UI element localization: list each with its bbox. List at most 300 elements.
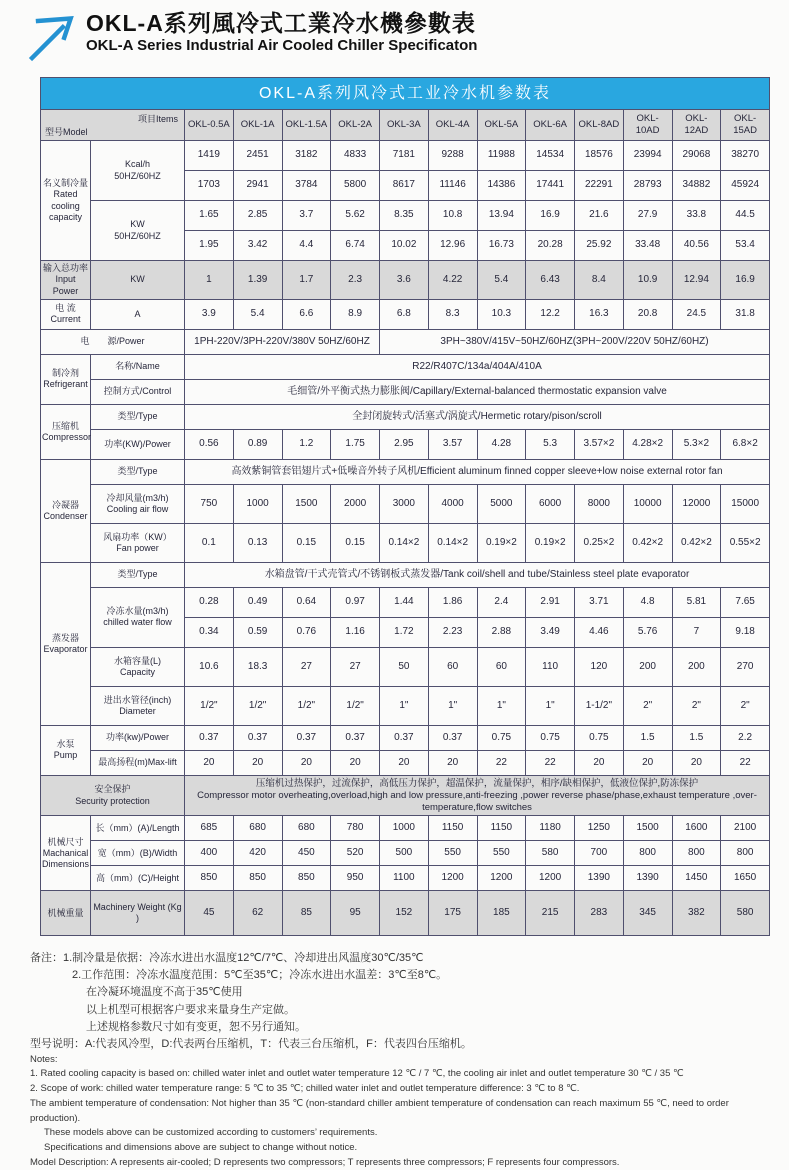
- table-cell: 2000: [331, 484, 380, 523]
- table-cell: 7181: [380, 141, 429, 171]
- model-header: OKL-10AD: [623, 110, 672, 141]
- model-header: OKL-2A: [331, 110, 380, 141]
- item-width: 宽（mm）(B)/Width: [91, 841, 185, 866]
- item-label: Diameter: [119, 705, 156, 716]
- table-cell: 11988: [477, 141, 526, 171]
- table-cell: 0.14×2: [380, 523, 429, 562]
- item-capacity: [91, 647, 185, 686]
- table-cell: 2": [672, 686, 721, 725]
- table-cell: 2.85: [233, 201, 282, 231]
- table-cell: 1250: [575, 816, 624, 841]
- table-cell: 1500: [623, 816, 672, 841]
- table-cell: 15000: [721, 484, 770, 523]
- table-cell: 10.02: [380, 231, 429, 261]
- table-cell: 1.5: [672, 725, 721, 750]
- note-line: 上述规格参数尺寸如有变更，恕不另行通知。: [86, 1020, 306, 1033]
- table-cell: 20: [185, 750, 234, 775]
- table-cell: 1": [477, 686, 526, 725]
- table-cell: 14534: [526, 141, 575, 171]
- table-cell: 24.5: [672, 299, 721, 329]
- item-pump-power: 功率(kw)/Power: [91, 725, 185, 750]
- group-security: [41, 775, 185, 816]
- table-cell: 1": [380, 686, 429, 725]
- table-cell: 0.28: [185, 587, 234, 617]
- table-cell: 1-1/2": [575, 686, 624, 725]
- model-header: OKL-6A: [526, 110, 575, 141]
- table-cell: 2": [623, 686, 672, 725]
- table-cell: 0.37: [233, 725, 282, 750]
- table-cell: 1650: [721, 866, 770, 891]
- table-cell: 520: [331, 841, 380, 866]
- note-line: 备注：1.制冷量是依据：冷冻水进出水温度12℃/7℃、冷却进出风温度30℃/35℃: [30, 952, 424, 965]
- table-cell: 20: [623, 750, 672, 775]
- model-label: 型号Model: [45, 126, 88, 137]
- item-label: 进出水管径(inch): [103, 694, 172, 705]
- table-cell: 2.95: [380, 429, 429, 459]
- table-cell: 680: [233, 816, 282, 841]
- item-label: Kcal/h: [124, 159, 150, 170]
- table-cell: 0.55×2: [721, 523, 770, 562]
- spec-table: [40, 77, 770, 936]
- table-cell: 3.57×2: [575, 429, 624, 459]
- table-cell: 27.9: [623, 201, 672, 231]
- table-cell: 50: [380, 647, 429, 686]
- table-cell: 5.81: [672, 587, 721, 617]
- item-fan-power: [91, 523, 185, 562]
- table-row: [41, 404, 770, 429]
- table-cell: 1.39: [233, 261, 282, 300]
- table-cell: 5800: [331, 171, 380, 201]
- table-cell: 20: [575, 750, 624, 775]
- model-header: OKL-8AD: [575, 110, 624, 141]
- table-cell: 0.89: [233, 429, 282, 459]
- group-label-zh: 压缩机: [51, 420, 79, 431]
- table-cell: 4.28: [477, 429, 526, 459]
- table-cell: 950: [331, 866, 380, 891]
- table-cell: 33.8: [672, 201, 721, 231]
- item-weight: Machinery Weight (Kg ): [91, 891, 185, 936]
- note-line: 1. Rated cooling capacity is based on: chilled water inlet and outlet water temperature 12 ℃ / 7 ℃, the cooling air inlet and outlet temperature 30 ℃ / 35 ℃: [30, 1068, 684, 1080]
- table-row: [41, 459, 770, 484]
- model-header: OKL-3A: [380, 110, 429, 141]
- table-cell: 9.18: [721, 617, 770, 647]
- table-cell: 62: [233, 891, 282, 936]
- note-line: 型号说明：A:代表风冷型，D:代表两台压缩机，T：代表三台压缩机，F：代表四台压缩机。: [30, 1037, 472, 1050]
- table-cell: 3.6: [380, 261, 429, 300]
- group-dimensions: [41, 816, 91, 891]
- security-text-zh: 压缩机过热保护，过流保护，高低压力保护，超温保护，流量保护，相序/缺相保护，低液位保护,防冻保护: [255, 777, 699, 789]
- table-cell: 850: [185, 866, 234, 891]
- table-cell: 2.2: [721, 725, 770, 750]
- table-cell: 20: [428, 750, 477, 775]
- table-cell: 4000: [428, 484, 477, 523]
- table-cell: 1180: [526, 816, 575, 841]
- group-label-zh: 名义制冷量: [42, 178, 88, 188]
- model-header: OKL-1.5A: [282, 110, 331, 141]
- group-weight: 机械重量: [41, 891, 91, 936]
- table-row: [41, 329, 770, 354]
- table-row: [41, 587, 770, 617]
- group-label-en: Refrigerant: [43, 379, 88, 390]
- table-cell: 1.75: [331, 429, 380, 459]
- table-row: [41, 866, 770, 891]
- group-pump: [41, 725, 91, 775]
- table-cell: 0.97: [331, 587, 380, 617]
- model-header: OKL-5A: [477, 110, 526, 141]
- item-label: 水箱容量(L): [114, 655, 161, 666]
- model-header: OKL-1A: [233, 110, 282, 141]
- table-row: [41, 201, 770, 231]
- table-cell: 8.3: [428, 299, 477, 329]
- table-cell: 28793: [623, 171, 672, 201]
- table-cell: 1.72: [380, 617, 429, 647]
- table-row: [41, 484, 770, 523]
- item-type: 类型/Type: [91, 404, 185, 429]
- table-cell: 7.65: [721, 587, 770, 617]
- item-unit-a: A: [91, 299, 185, 329]
- table-cell: 2100: [721, 816, 770, 841]
- table-row: [41, 141, 770, 171]
- table-cell: 5000: [477, 484, 526, 523]
- group-compressor: [41, 404, 91, 459]
- table-cell: 685: [185, 816, 234, 841]
- table-cell: 800: [672, 841, 721, 866]
- table-cell: 580: [721, 891, 770, 936]
- table-cell: 1.86: [428, 587, 477, 617]
- table-cell: 6000: [526, 484, 575, 523]
- table-cell: 850: [233, 866, 282, 891]
- table-cell: 20: [233, 750, 282, 775]
- table-cell: 23994: [623, 141, 672, 171]
- table-cell: 1: [185, 261, 234, 300]
- table-cell: 29068: [672, 141, 721, 171]
- table-cell: 1/2": [185, 686, 234, 725]
- table-cell: 700: [575, 841, 624, 866]
- table-cell: 4.28×2: [623, 429, 672, 459]
- table-cell: 200: [672, 647, 721, 686]
- table-cell: 38270: [721, 141, 770, 171]
- table-row: [41, 379, 770, 404]
- table-cell: 22: [477, 750, 526, 775]
- table-cell: 10.3: [477, 299, 526, 329]
- group-label-zh: 蒸发器: [51, 632, 79, 643]
- table-cell: 6.74: [331, 231, 380, 261]
- table-cell: 3.71: [575, 587, 624, 617]
- table-row: [41, 647, 770, 686]
- table-cell: 2.3: [331, 261, 380, 300]
- table-cell: 0.13: [233, 523, 282, 562]
- item-type: 类型/Type: [91, 562, 185, 587]
- table-cell: 3.7: [282, 201, 331, 231]
- power-source-group2: 3PH~380V/415V~50HZ/60HZ(3PH~200V/220V 50HZ/60HZ): [380, 329, 770, 354]
- item-control: 控制方式/Control: [91, 379, 185, 404]
- table-cell: 0.25×2: [575, 523, 624, 562]
- table-cell: 45924: [721, 171, 770, 201]
- table-cell: 1450: [672, 866, 721, 891]
- evaporator-type: 水箱盘管/干式壳管式/不锈钢板式蒸发器/Tank coil/shell and tube/Stainless steel plate evaporator: [185, 562, 770, 587]
- item-height: 高（mm）(C)/Height: [91, 866, 185, 891]
- table-cell: 16.9: [526, 201, 575, 231]
- table-cell: 750: [185, 484, 234, 523]
- table-cell: 4.46: [575, 617, 624, 647]
- table-cell: 60: [477, 647, 526, 686]
- group-label-en: Machanical Dimensions: [42, 847, 90, 869]
- table-row: [41, 750, 770, 775]
- table-cell: 3.57: [428, 429, 477, 459]
- table-cell: 33.48: [623, 231, 672, 261]
- group-evaporator: [41, 562, 91, 725]
- item-label: KW: [130, 219, 145, 230]
- table-cell: 14386: [477, 171, 526, 201]
- table-cell: 3784: [282, 171, 331, 201]
- table-cell: 0.37: [428, 725, 477, 750]
- group-label-zh: 冷凝器: [51, 499, 79, 510]
- table-cell: 8.4: [575, 261, 624, 300]
- table-cell: 1703: [185, 171, 234, 201]
- table-cell: 13.94: [477, 201, 526, 231]
- group-input-power: [41, 261, 91, 300]
- table-cell: 1200: [477, 866, 526, 891]
- table-cell: 8000: [575, 484, 624, 523]
- table-cell: 2.23: [428, 617, 477, 647]
- table-cell: 110: [526, 647, 575, 686]
- item-label: chilled water flow: [103, 617, 172, 628]
- table-row: [41, 299, 770, 329]
- table-cell: 1150: [477, 816, 526, 841]
- table-cell: 12.2: [526, 299, 575, 329]
- table-cell: 20: [380, 750, 429, 775]
- table-cell: 7: [672, 617, 721, 647]
- table-cell: 40.56: [672, 231, 721, 261]
- table-cell: 4.4: [282, 231, 331, 261]
- table-cell: 5.4: [477, 261, 526, 300]
- table-cell: 44.5: [721, 201, 770, 231]
- table-row: [41, 686, 770, 725]
- table-cell: 3182: [282, 141, 331, 171]
- note-line: 以上机型可根据客户要求来量身生产定做。: [86, 1003, 295, 1016]
- table-row: [41, 725, 770, 750]
- notes-section: [30, 950, 760, 1170]
- group-label-en: Compressor: [42, 431, 92, 442]
- item-label: 冷却风量(m3/h): [106, 492, 169, 503]
- table-cell: 20.8: [623, 299, 672, 329]
- table-cell: 16.3: [575, 299, 624, 329]
- table-cell: 22: [526, 750, 575, 775]
- table-cell: 8.9: [331, 299, 380, 329]
- table-cell: 12.94: [672, 261, 721, 300]
- table-cell: 6.6: [282, 299, 331, 329]
- refrigerant-control: 毛细管/外平衡式热力膨胀阀/Capillary/External-balanced thermostatic expansion valve: [185, 379, 770, 404]
- table-cell: 2941: [233, 171, 282, 201]
- table-cell: 4833: [331, 141, 380, 171]
- table-cell: 345: [623, 891, 672, 936]
- table-cell: 175: [428, 891, 477, 936]
- group-label-en: Condenser: [43, 510, 88, 521]
- table-cell: 20: [331, 750, 380, 775]
- table-cell: 1390: [575, 866, 624, 891]
- table-row: [41, 354, 770, 379]
- group-label-en: Current: [50, 314, 81, 325]
- power-source-group1: 1PH-220V/3PH-220V/380V 50HZ/60HZ: [185, 329, 380, 354]
- table-row: [41, 523, 770, 562]
- group-current: [41, 299, 91, 329]
- table-cell: 1.65: [185, 201, 234, 231]
- table-cell: 215: [526, 891, 575, 936]
- table-cell: 1.16: [331, 617, 380, 647]
- table-cell: 8.35: [380, 201, 429, 231]
- table-cell: 18576: [575, 141, 624, 171]
- note-line: Model Description: A represents air-cooled; D represents two compressors; T represents three compressors; F represents four compressors.: [30, 1156, 620, 1168]
- table-cell: 0.19×2: [477, 523, 526, 562]
- table-cell: 850: [282, 866, 331, 891]
- item-kcal: [91, 141, 185, 201]
- item-length: 长（mm）(A)/Length: [91, 816, 185, 841]
- item-label: 冷冻水量(m3/h): [106, 606, 169, 616]
- item-kw: [91, 201, 185, 261]
- group-label-zh: 机械尺寸: [47, 836, 84, 847]
- table-cell: 0.76: [282, 617, 331, 647]
- table-cell: 1150: [428, 816, 477, 841]
- table-cell: 16.9: [721, 261, 770, 300]
- table-cell: 550: [477, 841, 526, 866]
- table-cell: 5.62: [331, 201, 380, 231]
- table-cell: 0.64: [282, 587, 331, 617]
- table-cell: 34882: [672, 171, 721, 201]
- table-cell: 550: [428, 841, 477, 866]
- table-cell: 10.9: [623, 261, 672, 300]
- table-cell: 1.2: [282, 429, 331, 459]
- table-cell: 580: [526, 841, 575, 866]
- table-row: [41, 78, 770, 110]
- masthead: [0, 0, 789, 64]
- table-cell: 0.42×2: [672, 523, 721, 562]
- table-cell: 200: [623, 647, 672, 686]
- table-cell: 5.4: [233, 299, 282, 329]
- group-label-zh: 水泵: [56, 739, 75, 749]
- table-cell: 5.3: [526, 429, 575, 459]
- title-block: [86, 10, 477, 56]
- table-cell: 6.8: [380, 299, 429, 329]
- note-line: Notes:: [30, 1053, 58, 1065]
- compressor-type: 全封闭旋转式/活塞式/涡旋式/Hermetic rotary/pison/scroll: [185, 404, 770, 429]
- table-cell: 3.9: [185, 299, 234, 329]
- table-cell: 0.75: [477, 725, 526, 750]
- table-cell: 3.49: [526, 617, 575, 647]
- table-cell: 10000: [623, 484, 672, 523]
- table-cell: 0.59: [233, 617, 282, 647]
- item-label: 50HZ/60HZ: [114, 170, 161, 181]
- table-cell: 0.15: [282, 523, 331, 562]
- table-cell: 1100: [380, 866, 429, 891]
- table-cell: 1/2": [233, 686, 282, 725]
- table-cell: 800: [721, 841, 770, 866]
- group-label-zh: 电 流: [55, 303, 76, 313]
- table-cell: 8617: [380, 171, 429, 201]
- note-line: 2. Scope of work: chilled water temperature range: 5 ℃ to 35 ℃; chilled water inlet and outlet temperature difference: 3 ℃ to 8 ℃.: [30, 1083, 580, 1095]
- table-cell: 4.8: [623, 587, 672, 617]
- model-header: OKL-4A: [428, 110, 477, 141]
- table-cell: 3.42: [233, 231, 282, 261]
- table-cell: 800: [623, 841, 672, 866]
- note-line: These models above can be customized according to customers’ requirements.: [44, 1127, 378, 1139]
- item-diameter: [91, 686, 185, 725]
- table-cell: 18.3: [233, 647, 282, 686]
- table-cell: 17441: [526, 171, 575, 201]
- model-header: OKL-12AD: [672, 110, 721, 141]
- corner-cell: [41, 110, 185, 141]
- item-name: 名称/Name: [91, 354, 185, 379]
- table-cell: 0.56: [185, 429, 234, 459]
- item-max-lift: 最高扬程(m)Max-lift: [91, 750, 185, 775]
- table-cell: 0.34: [185, 617, 234, 647]
- table-cell: 5.3×2: [672, 429, 721, 459]
- table-cell: 25.92: [575, 231, 624, 261]
- table-row: [41, 816, 770, 841]
- group-label-en: Input Power: [52, 274, 79, 296]
- note-line: The ambient temperature of condensation: Not higher than 35 ℃ (non-standard chiller ambient temperature of condensation can reach maximum 55 ℃, need to order production).: [30, 1097, 729, 1124]
- table-cell: 53.4: [721, 231, 770, 261]
- table-cell: 2.88: [477, 617, 526, 647]
- table-cell: 400: [185, 841, 234, 866]
- item-label: Fan power: [116, 542, 159, 553]
- table-cell: 9288: [428, 141, 477, 171]
- table-cell: 12.96: [428, 231, 477, 261]
- model-header: OKL-0.5A: [185, 110, 234, 141]
- table-cell: 20: [672, 750, 721, 775]
- table-cell: 0.75: [526, 725, 575, 750]
- items-label: 项目Items: [137, 114, 178, 124]
- item-label: Cooling air flow: [106, 503, 169, 514]
- table-row: [41, 562, 770, 587]
- item-unit-kw: KW: [91, 261, 185, 300]
- table-cell: 1000: [233, 484, 282, 523]
- table-cell: 1.5: [623, 725, 672, 750]
- table-cell: 1600: [672, 816, 721, 841]
- group-label-en: Evaporator: [43, 643, 88, 654]
- group-rated-cooling: [41, 141, 91, 261]
- table-cell: 500: [380, 841, 429, 866]
- security-protection-text: [185, 775, 770, 816]
- model-header: OKL-15AD: [721, 110, 770, 141]
- table-cell: 11146: [428, 171, 477, 201]
- table-cell: 1/2": [331, 686, 380, 725]
- table-cell: 0.37: [282, 725, 331, 750]
- table-cell: 45: [185, 891, 234, 936]
- page-title-zh: OKL-A系列風冷式工業冷水機參數表: [86, 10, 476, 36]
- group-label-zh: 输入总功率: [42, 263, 88, 273]
- security-text-en: Compressor motor overheating,overload,high and low pressure,anti-freezing ,power reverse phase/phase,exhaust temperature ,over-temperature,flow switches: [197, 789, 757, 813]
- table-cell: 6.8×2: [721, 429, 770, 459]
- refrigerant-name: R22/R407C/134a/404A/410A: [185, 354, 770, 379]
- note-line: 在冷凝环境温度不高于35℃使用: [86, 986, 243, 999]
- group-condenser: [41, 459, 91, 562]
- table-cell: 1390: [623, 866, 672, 891]
- table-cell: 60: [428, 647, 477, 686]
- table-cell: 2.4: [477, 587, 526, 617]
- table-row: [41, 891, 770, 936]
- item-chilled-water-flow: [91, 587, 185, 647]
- arrow-ne-logo-icon: [24, 14, 78, 64]
- table-cell: 0.37: [331, 725, 380, 750]
- note-line: 2.工作范围：冷冻水温度范围：5℃至35℃；冷冻水进出水温差：3℃至8℃。: [72, 969, 448, 982]
- table-cell: 1": [428, 686, 477, 725]
- table-cell: 1200: [428, 866, 477, 891]
- table-cell: 2": [721, 686, 770, 725]
- item-label: 50HZ/60HZ: [114, 230, 161, 241]
- condenser-type: 高效紫铜管套铝翅片式+低噪音外转子风机/Efficient aluminum finned copper sleeve+low noise external rotor fan: [185, 459, 770, 484]
- page-title-en: OKL-A Series Industrial Air Cooled Chiller Specificaton: [86, 37, 478, 55]
- table-cell: 1.44: [380, 587, 429, 617]
